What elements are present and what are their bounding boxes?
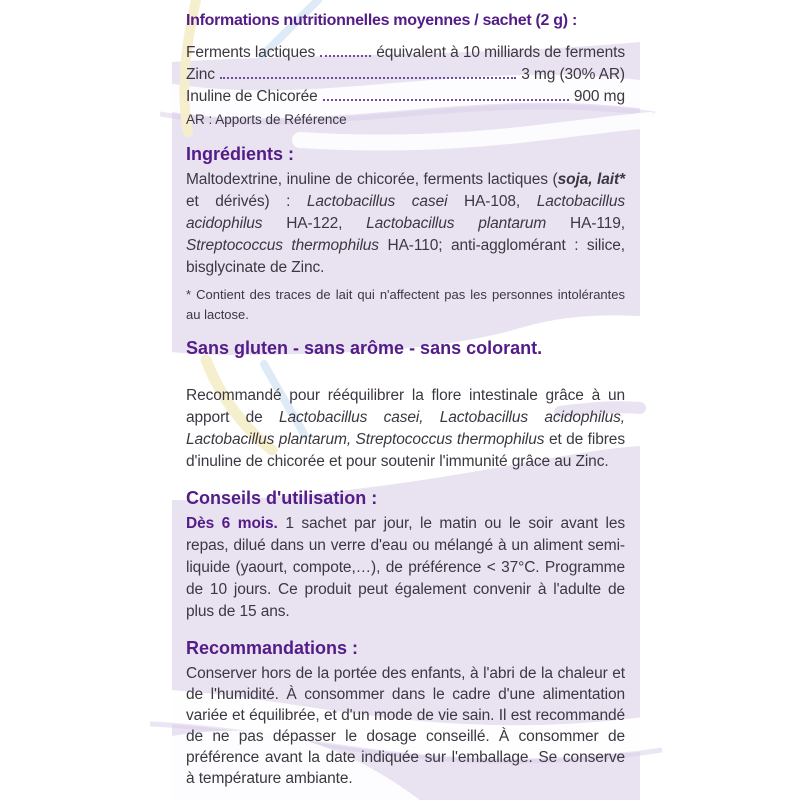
usage-instructions: 1 sachet par jour, le matin ou le soir avant les repas, dilué dans un verre d'eau ou mélangé à un aliment semi-liquide (yaourt, compote,…), de préférence < 37°C. Programme de 10 jours. Ce produit peut également convenir à l'adulte de plus de 15 ans.: [186, 515, 625, 620]
nutrient-value: 900 mg: [573, 88, 625, 105]
nutrient-name: Zinc: [186, 66, 215, 83]
label-content-column: [172, 0, 640, 800]
usage-text: [186, 513, 625, 623]
nutrient-name: Ferments lactiques: [186, 44, 316, 61]
nutrient-value: équivalent à 10 milliards de ferments: [376, 44, 625, 61]
usage-title: Conseils d'utilisation :: [186, 488, 378, 508]
nutrient-value: 3 mg (30% AR): [521, 66, 625, 83]
nutrition-row: [186, 64, 625, 86]
reference-intake-note: AR : Apports de Référence: [186, 112, 347, 127]
lactose-footnote: * Contient des traces de lait qui n'affectent pas les personnes intolérantes au lactose.: [186, 287, 625, 322]
nutrition-title: Informations nutritionnelles moyennes / sachet (2 g) :: [186, 12, 577, 29]
free-from-claims: Sans gluten - sans arôme - sans colorant.: [186, 338, 543, 358]
dotted-leader: [323, 99, 569, 101]
nutrition-table: [186, 42, 625, 108]
ingredients-title: Ingrédients :: [186, 144, 295, 164]
nutrient-name: Inuline de Chicorée: [186, 88, 318, 105]
recommendations-text: Conserver hors de la portée des enfants, à l'abri de la chaleur et de l'humidité. À consommer dans le cadre d'une alimentation variée et équilibrée, et d'un mode de vie sain. Il est recommandé de ne pas dépasser le dosage conseillé. À consommer de préférence avant la date indiquée sur l'emballage. Se conserve à température ambiante.: [186, 665, 625, 787]
nutrition-row: [186, 42, 625, 64]
ingredients-text: Maltodextrine, inuline de chicorée, ferments lactiques (soja, lait* et dérivés) : Lactobacillus casei HA-108, Lactobacillus acidophilus HA-122, Lactobacillus plantarum HA-119, Streptococcus thermophilus HA-110; anti-agglomérant : silice, bisglycinate de Zinc.: [186, 171, 626, 276]
dotted-leader: [320, 55, 371, 57]
recommendations-title: Recommandations :: [186, 638, 359, 658]
usage-age-lead: Dès 6 mois.: [186, 515, 278, 532]
nutrition-row: [186, 86, 625, 108]
product-description: Recommandé pour rééquilibrer la flore intestinale grâce à un apport de Lactobacillus casei, Lactobacillus acidophilus, Lactobacillus plantarum, Streptococcus thermophilus et de fibres d'inuline de chicorée et pour soutenir l'immunité grâce au Zinc.: [186, 387, 625, 470]
dotted-leader: [220, 77, 516, 79]
